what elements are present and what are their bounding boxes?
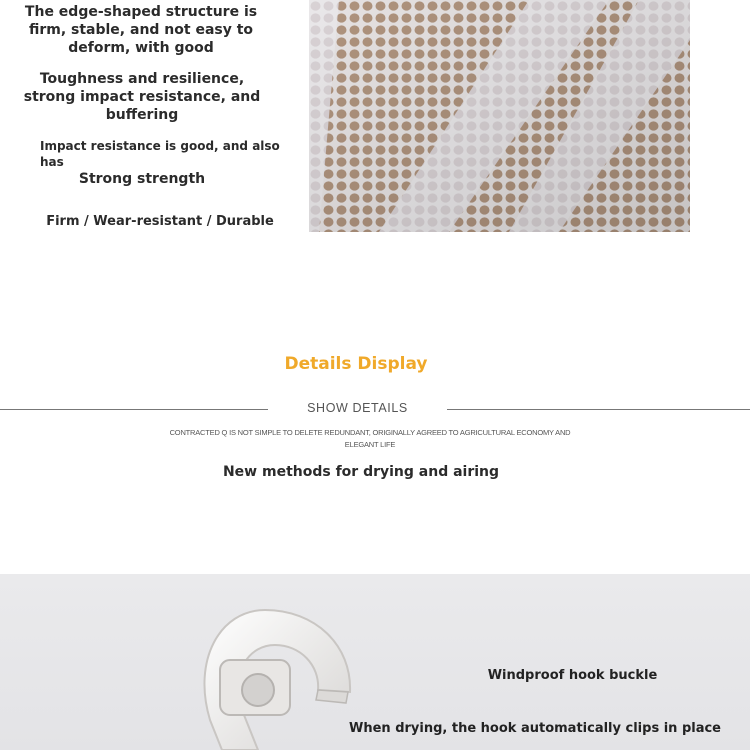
mesh-closeup-image: [309, 0, 690, 232]
feature-structure-text: The edge-shaped structure is firm, stable, and not easy to deform, with good: [24, 4, 258, 56]
divider-right: [447, 409, 750, 410]
details-display-title: Details Display: [284, 354, 428, 374]
hook-buckle-description: When drying, the hook automatically clips in place: [349, 721, 721, 736]
divider-left: [0, 409, 268, 410]
feature-toughness-text: Toughness and resilience, strong impact resistance, and buffering: [23, 71, 261, 123]
hook-buckle-title: Windproof hook buckle: [487, 668, 658, 683]
drying-methods-heading: New methods for drying and airing: [222, 464, 500, 480]
show-details-subtitle: SHOW DETAILS: [307, 401, 408, 415]
feature-impact-text: Impact resistance is good, and also has: [40, 139, 280, 169]
details-caption: CONTRACTED Q IS NOT SIMPLE TO DELETE REDUNDANT, ORIGINALLY AGREED TO AGRICULTURAL ECONOMY AND ELEGANT LIFE: [169, 428, 571, 449]
feature-strength-text: Strong strength: [78, 171, 206, 187]
feature-tags-text: Firm / Wear-resistant / Durable: [46, 214, 274, 229]
